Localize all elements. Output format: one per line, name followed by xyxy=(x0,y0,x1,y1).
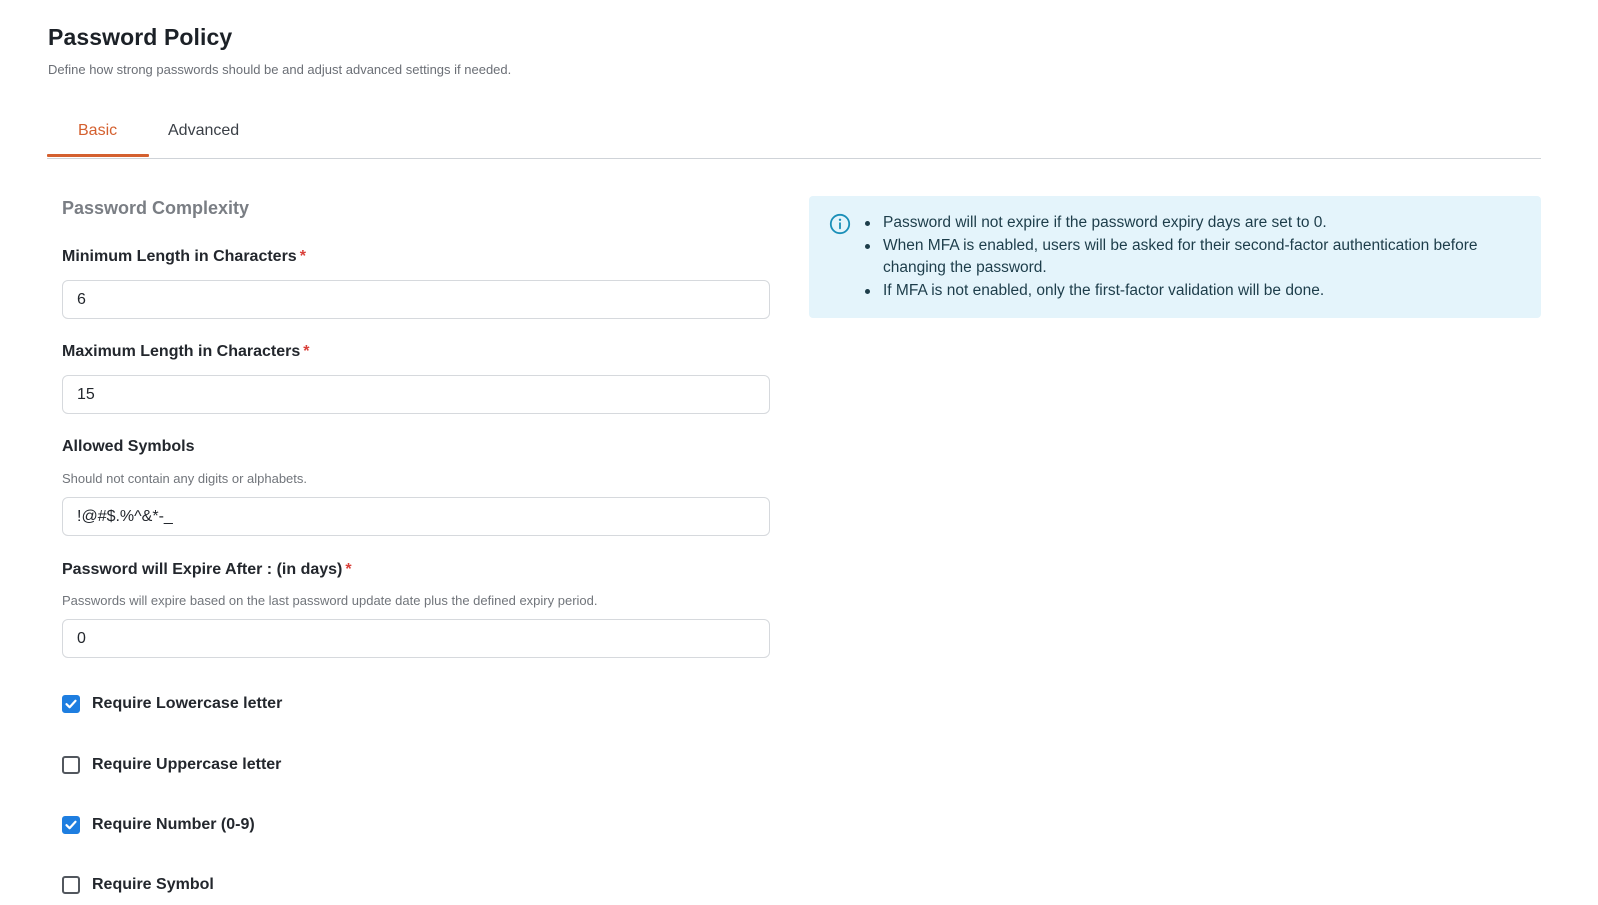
require-symbol-checkbox-row[interactable] xyxy=(62,876,214,894)
allowed-symbols-help: Should not contain any digits or alphabets. xyxy=(62,471,308,486)
allowed-symbols-label: Allowed Symbols xyxy=(62,438,195,455)
min-length-label-text: Minimum Length in Characters xyxy=(62,248,297,265)
require-lowercase-checkbox[interactable] xyxy=(62,695,80,713)
require-number-checkbox[interactable] xyxy=(62,816,80,834)
info-circle-icon xyxy=(829,213,851,235)
required-asterisk: * xyxy=(299,248,306,265)
min-length-input[interactable] xyxy=(62,280,770,319)
require-number-label: Require Number (0-9) xyxy=(92,816,255,833)
checkmark-icon xyxy=(64,697,78,711)
max-length-label xyxy=(62,343,310,361)
tab-bar xyxy=(47,106,1541,159)
page-subtitle: Define how strong passwords should be and adjust advanced settings if needed. xyxy=(48,62,512,77)
tab-advanced[interactable]: Advanced xyxy=(168,122,240,139)
require-number-checkbox-row[interactable] xyxy=(62,816,255,834)
required-asterisk: * xyxy=(345,561,352,578)
require-uppercase-checkbox[interactable] xyxy=(62,756,80,774)
info-item: If MFA is not enabled, only the first-factor validation will be done. xyxy=(863,280,1523,303)
page-title: Password Policy xyxy=(48,24,233,50)
expiry-days-help: Passwords will expire based on the last password update date plus the defined expiry period. xyxy=(62,593,598,608)
allowed-symbols-input[interactable] xyxy=(62,497,770,536)
require-lowercase-checkbox-row[interactable] xyxy=(62,695,282,713)
max-length-input[interactable] xyxy=(62,375,770,414)
info-item: Password will not expire if the password expiry days are set to 0. xyxy=(863,212,1523,235)
info-item: When MFA is enabled, users will be asked for their second-factor authentication before changing the password. xyxy=(863,235,1523,280)
required-asterisk: * xyxy=(303,343,310,360)
min-length-label xyxy=(62,248,306,266)
expiry-days-label xyxy=(62,561,352,579)
expiry-days-input[interactable] xyxy=(62,619,770,658)
require-lowercase-label: Require Lowercase letter xyxy=(92,695,283,712)
require-symbol-label: Require Symbol xyxy=(92,876,214,893)
tab-basic[interactable]: Basic xyxy=(78,122,118,139)
section-title: Password Complexity xyxy=(62,198,250,218)
active-tab-indicator xyxy=(47,154,149,157)
checkmark-icon xyxy=(64,818,78,832)
info-callout xyxy=(809,196,1541,318)
require-uppercase-checkbox-row[interactable] xyxy=(62,756,281,774)
require-symbol-checkbox[interactable] xyxy=(62,876,80,894)
info-list xyxy=(863,212,1523,302)
require-uppercase-label: Require Uppercase letter xyxy=(92,756,282,773)
max-length-label-text: Maximum Length in Characters xyxy=(62,343,301,360)
expiry-days-label-text: Password will Expire After : (in days) xyxy=(62,561,343,578)
